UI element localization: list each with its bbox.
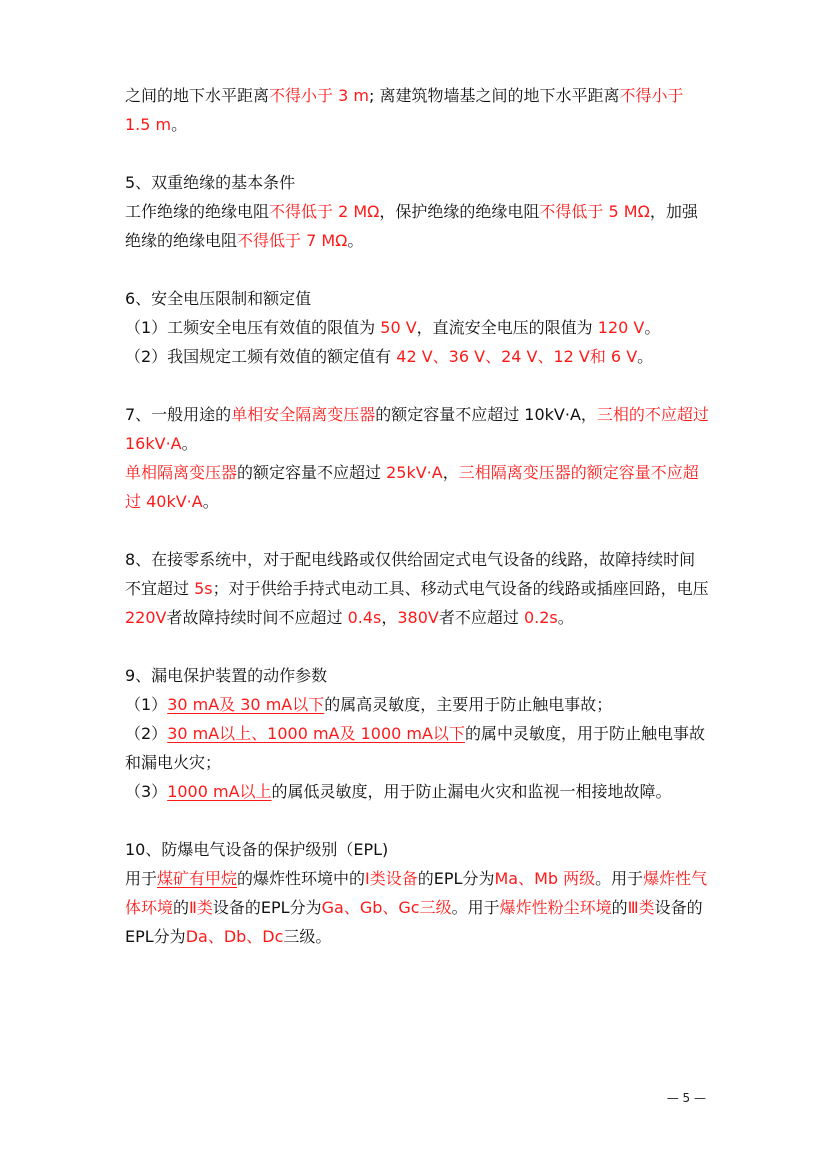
highlight-text: 42 V、36 V、24 V、12 V和 6 V <box>396 347 638 366</box>
highlight-text: Ma、Mb 两级 <box>494 869 596 888</box>
text: 。 <box>181 434 198 453</box>
paragraph-distance <box>125 81 710 139</box>
list-item-9-2 <box>125 719 710 777</box>
highlight-text: 三相隔离变压器的额定容量不应超过 40kV·A <box>125 463 699 511</box>
highlight-text: 30 mA以上、1000 mA及 1000 mA以下 <box>167 724 465 743</box>
list-item-6-1 <box>125 313 710 342</box>
text: 的 <box>173 898 190 917</box>
text: 。 <box>202 492 219 511</box>
highlight-text: 不得低于 5 MΩ <box>539 202 650 221</box>
highlight-text: 不得小于 1.5 m <box>125 86 684 134</box>
section-7-transformer <box>125 400 710 458</box>
paragraph-epl <box>125 864 710 951</box>
text: 。用于 <box>595 869 644 888</box>
text: 。 <box>557 608 574 627</box>
text: （1） <box>125 695 168 714</box>
highlight-text: 不得小于 3 m <box>269 86 369 105</box>
highlight-text: Ⅱ类 <box>189 898 213 917</box>
paragraph-isolation-transformer <box>125 458 710 516</box>
highlight-text: Ⅰ类设备 <box>365 869 418 888</box>
text: ，加强绝缘的绝缘电阻 <box>125 202 698 250</box>
text: （1）工频安全电压有效值的限值为 <box>125 318 381 337</box>
text: 的EPL分为 <box>417 869 495 888</box>
text: 三级。 <box>283 927 332 946</box>
highlight-text: 三相的不应超过 16kV·A <box>125 405 709 453</box>
text: 之间的地下水平距离 <box>125 86 270 105</box>
highlight-text: 0.4s <box>347 608 382 627</box>
text: 。 <box>347 231 364 250</box>
list-item-6-2 <box>125 342 710 371</box>
text: 者故障持续时间不应超过 <box>166 608 348 627</box>
highlight-text: 爆炸性气体环境 <box>125 869 708 917</box>
highlight-text: 煤矿有甲烷 <box>157 869 238 888</box>
section-heading-10: 10、防爆电气设备的保护级别（EPL) <box>125 840 389 859</box>
text: 用于 <box>125 869 158 888</box>
highlight-text: 120 V <box>597 318 645 337</box>
text: 8、在接零系统中，对于配电线路或仅供给固定式电气设备的线路，故障持续时间不宜超过 <box>125 550 696 598</box>
text: 者不应超过 <box>438 608 524 627</box>
text: （2） <box>125 724 168 743</box>
text: ， <box>442 463 459 482</box>
highlight-text: 不得低于 7 MΩ <box>237 231 348 250</box>
text: 的属低灵敏度，用于防止漏电火灾和监视一相接地故障。 <box>271 782 672 801</box>
text: 。 <box>637 347 654 366</box>
paragraph-double-insulation <box>125 197 710 255</box>
highlight-text: 1000 mA以上 <box>167 782 272 801</box>
text: 的属高灵敏度，主要用于防止触电事故； <box>324 695 613 714</box>
text: ，保护绝缘的绝缘电阻 <box>379 202 540 221</box>
text: 。 <box>171 115 188 134</box>
text: 的 <box>611 898 628 917</box>
text: 工作绝缘的绝缘电阻 <box>125 202 270 221</box>
highlight-text: 220V <box>125 608 167 627</box>
highlight-text: 不得低于 2 MΩ <box>269 202 380 221</box>
text: （3） <box>125 782 168 801</box>
text: 的额定容量不应超过 <box>237 463 387 482</box>
section-8-fault-duration <box>125 545 710 632</box>
highlight-text: 30 mA及 30 mA以下 <box>167 695 325 714</box>
section-heading-5: 5、双重绝缘的基本条件 <box>125 173 296 192</box>
list-item-9-3 <box>125 777 710 806</box>
text: ，直流安全电压的限值为 <box>416 318 598 337</box>
text: 的属中灵敏度，用于防止触电事故和漏电火灾； <box>125 724 705 772</box>
text: 的爆炸性环境中的 <box>237 869 366 888</box>
list-item-9-1 <box>125 690 710 719</box>
highlight-text: 50 V <box>380 318 417 337</box>
text: 设备的EPL分为 <box>125 898 703 946</box>
page-number: — 5 — <box>666 1091 706 1105</box>
text: 。 <box>644 318 661 337</box>
text: ， <box>381 608 398 627</box>
highlight-text: 380V <box>397 608 439 627</box>
text: 的额定容量不应超过 10kV·A， <box>375 405 597 424</box>
text: 设备的EPL分为 <box>212 898 322 917</box>
section-heading-6: 6、安全电压限制和额定值 <box>125 289 312 308</box>
section-heading-9: 9、漏电保护装置的动作参数 <box>125 666 328 685</box>
highlight-text: 单相隔离变压器 <box>125 463 238 482</box>
highlight-text: Ⅲ类 <box>627 898 655 917</box>
highlight-text: 爆炸性粉尘环境 <box>499 898 612 917</box>
text: 。用于 <box>451 898 500 917</box>
highlight-text: 0.2s <box>523 608 558 627</box>
text: （2）我国规定工频有效值的额定值有 <box>125 347 397 366</box>
text: 7、一般用途的 <box>125 405 232 424</box>
document-body <box>125 81 710 951</box>
highlight-text: 单相安全隔离变压器 <box>231 405 376 424</box>
highlight-text: 25kV·A <box>386 463 443 482</box>
highlight-text: Ga、Gb、Gc三级 <box>321 898 452 917</box>
text: ；对于供给手持式电动工具、移动式电气设备的线路或插座回路，电压 <box>212 579 709 598</box>
text: ; 离建筑物墙基之间的地下水平距离 <box>368 86 620 105</box>
highlight-text: 5s <box>194 579 213 598</box>
highlight-text: Da、Db、Dc <box>185 927 284 946</box>
